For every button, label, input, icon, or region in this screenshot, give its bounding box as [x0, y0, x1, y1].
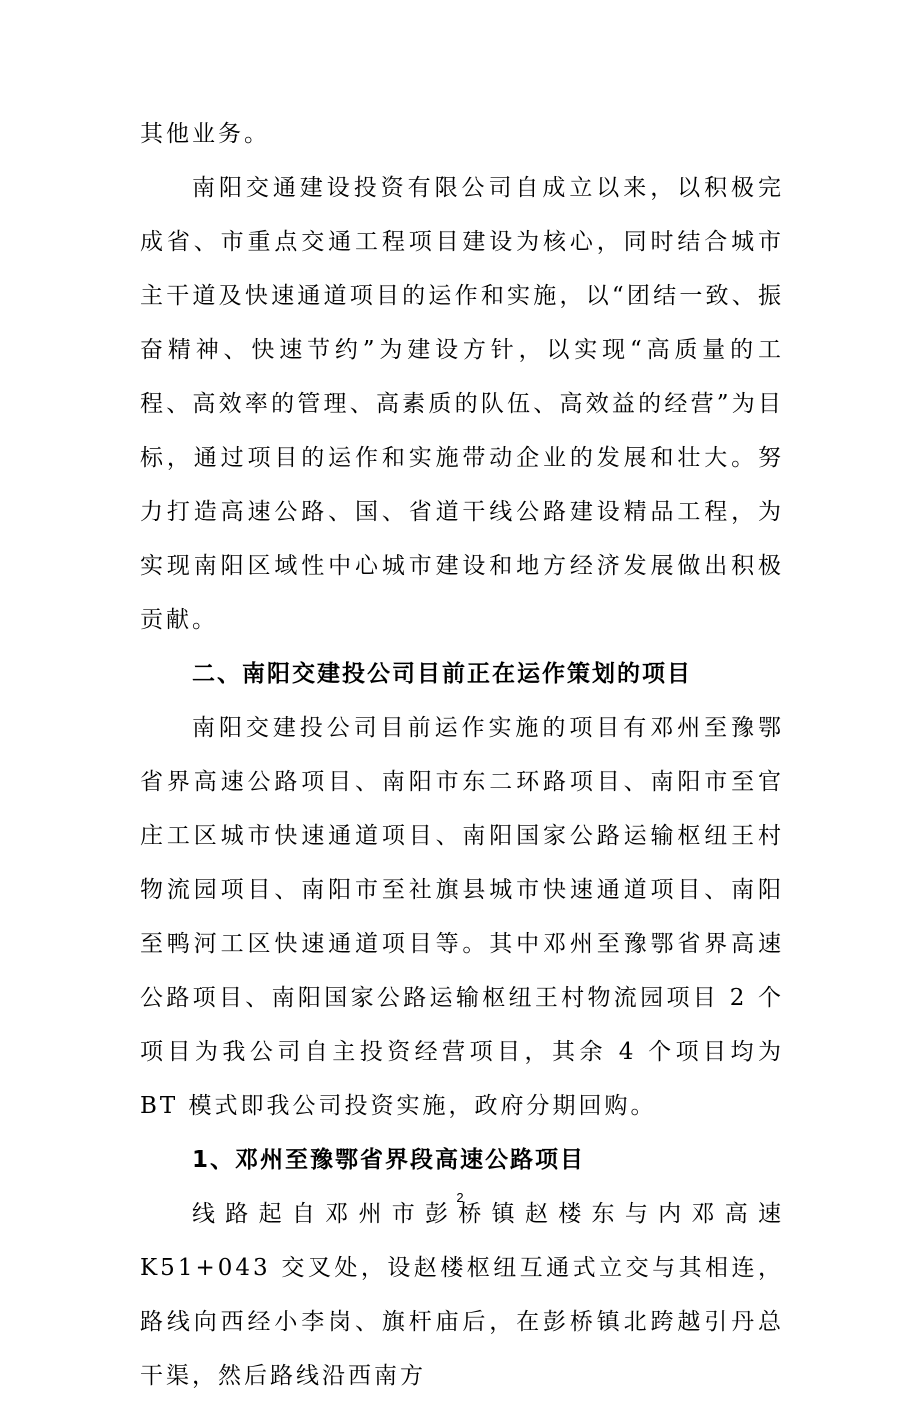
paragraph-continuation: 其他业务。 [140, 121, 270, 147]
document-body [140, 107, 784, 1403]
subsection-heading-dengzhou-highway: 1、邓州至豫鄂省界段高速公路项目 [192, 1147, 586, 1173]
page-number: 2 [456, 1190, 464, 1205]
section-heading-projects: 二、南阳交建投公司目前正在运作策划的项目 [192, 661, 692, 687]
paragraph-projects-list: 南阳交建投公司目前运作实施的项目有邓州至豫鄂省界高速公路项目、南阳市东二环路项目、南阳市至官庄工区城市快速通道项目、南阳国家公路运输枢纽王村物流园项目、南阳市至社旗县城市快速通道项目、南阳至鸭河工区快速通道项目等。其中邓州至豫鄂省界高速公路项目、南阳国家公路运输枢纽王村物流园项目 2 个项目为我公司自主投资经营项目，其余 4 个项目均为 BT 模式即我公司投资实施，政府分期回购。 [140, 715, 784, 1119]
paragraph-route-description: 线路起自邓州市彭桥镇赵楼东与内邓高速 K51+043 交叉处，设赵楼枢纽互通式立交与其相连，路线向西经小李岗、旗杆庙后，在彭桥镇北跨越引丹总干渠，然后路线沿西南方 [140, 1201, 784, 1389]
paragraph-company-overview: 南阳交通建设投资有限公司自成立以来，以积极完成省、市重点交通工程项目建设为核心，同时结合城市主干道及快速通道项目的运作和实施，以“团结一致、振奋精神、快速节约”为建设方针，以实现“高质量的工程、高效率的管理、高素质的队伍、高效益的经营”为目标，通过项目的运作和实施带动企业的发展和壮大。努力打造高速公路、国、省道干线公路建设精品工程，为实现南阳区域性中心城市建设和地方经济发展做出积极贡献。 [140, 175, 784, 633]
